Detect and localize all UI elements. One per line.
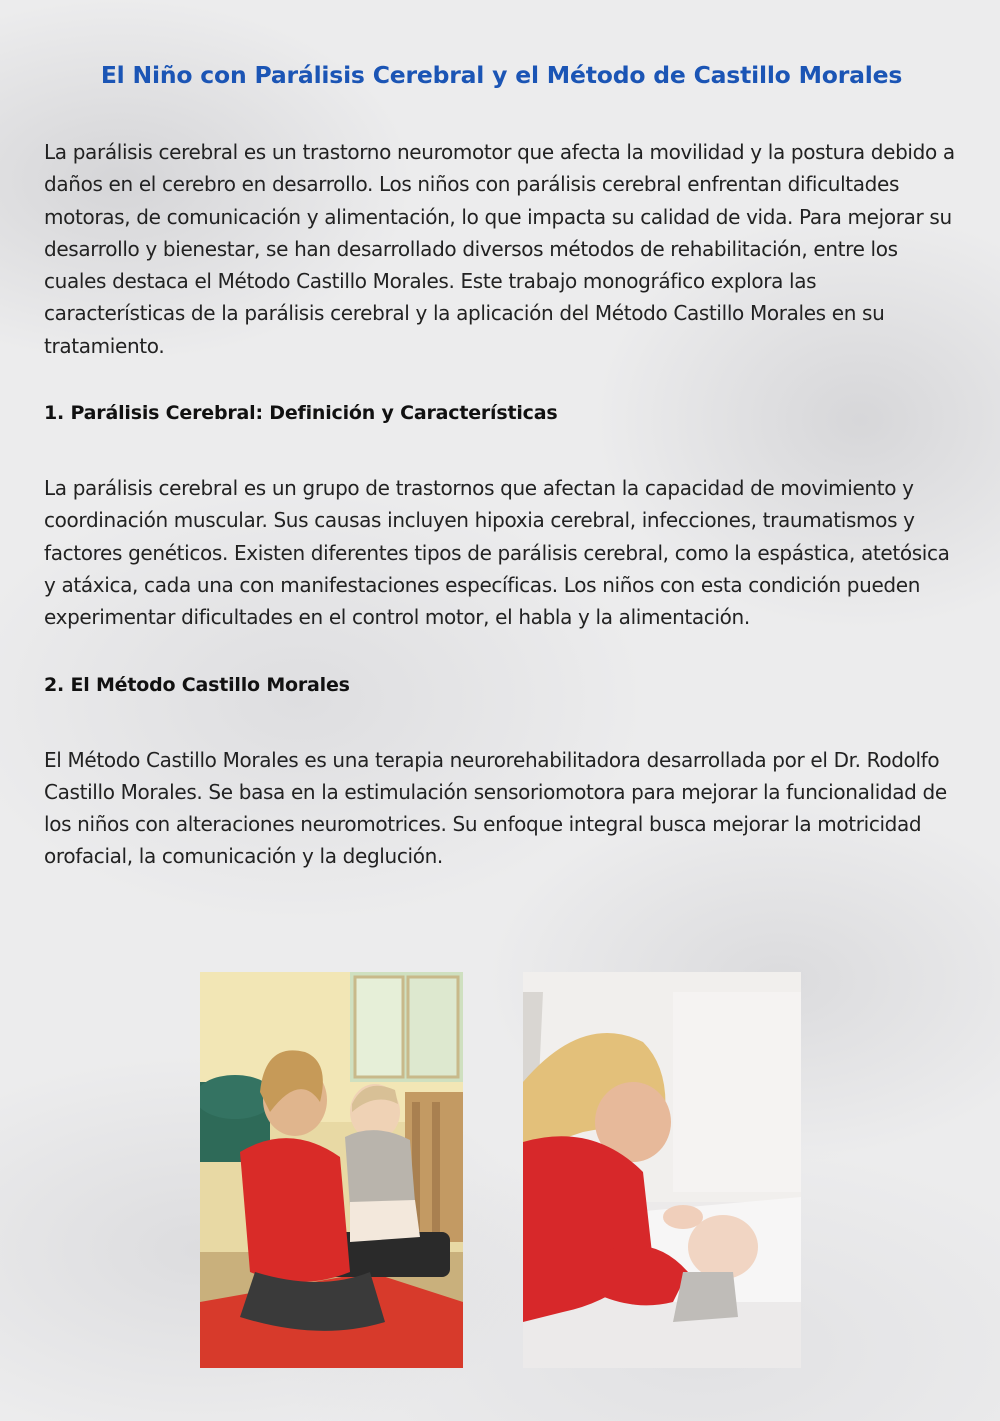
- section-heading-1: 1. Parálisis Cerebral: Definición y Características: [44, 402, 558, 425]
- document-body: [44, 60, 959, 873]
- intro-paragraph: La parálisis cerebral es un trastorno neuromotor que afecta la movilidad y la postura debido a daños en el cerebro en desarrollo. Los niños con parálisis cerebral enfrentan dificultades motoras, de comunicación y alimentación, lo que impacta su calidad de vida. Para mejorar su desarrollo y bienestar, se han desarrollado diversos métodos de rehabilitación, entre los cuales destaca el Método Castillo Morales. Este trabajo monográfico explora las características de la parálisis cerebral y la aplicación del Método Castillo Morales en su tratamiento.: [44, 140, 955, 358]
- section-heading-2: 2. El Método Castillo Morales: [44, 673, 350, 696]
- section-body-1: La parálisis cerebral es un grupo de trastornos que afectan la capacidad de movimiento y coordinación muscular. Sus causas incluyen hipoxia cerebral, infecciones, traumatismos y factores genéticos. Existen diferentes tipos de parálisis cerebral, como la espástica, atetósica y atáxica, cada una con manifestaciones específicas. Los niños con esta condición pueden experimentar dificultades en el control motor, el habla y la alimentación.: [44, 476, 950, 630]
- therapy-photo-baby: [523, 972, 801, 1368]
- therapy-photo-toddler: [200, 972, 463, 1368]
- section-body-2: El Método Castillo Morales es una terapia neurorehabilitadora desarrollada por el Dr. Rodolfo Castillo Morales. Se basa en la estimulación sensoriomotora para mejorar la funcionalidad de los niños con alteraciones neuromotrices. Su enfoque integral busca mejorar la motricidad orofacial, la comunicación y la deglución.: [44, 747, 947, 869]
- page-title: El Niño con Parálisis Cerebral y el Método de Castillo Morales: [100, 61, 903, 89]
